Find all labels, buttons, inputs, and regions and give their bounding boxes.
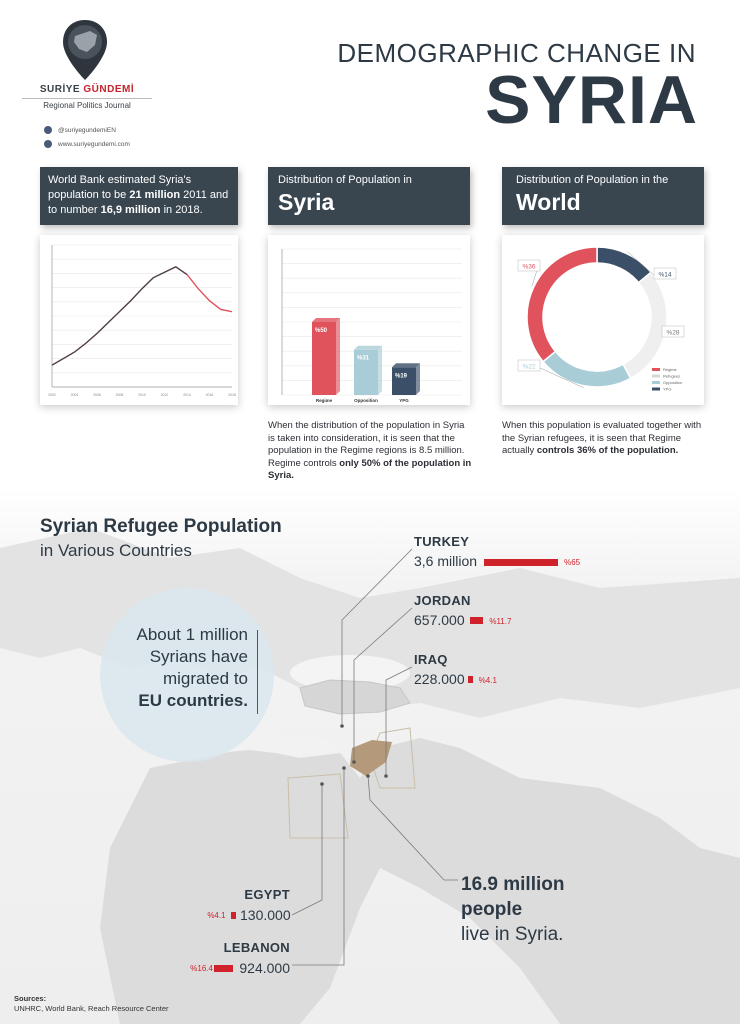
- country-jordan-pct: %11.7: [489, 617, 512, 626]
- box3-big-text: World: [516, 189, 581, 215]
- box3-small-text: Distribution of Population in the: [516, 174, 669, 186]
- box1-text3: in 2018.: [160, 204, 203, 216]
- donut-legend-label: YPG: [663, 386, 672, 392]
- brand-name-part2: GÜNDEMİ: [83, 84, 135, 95]
- refugee-section-subtitle: in Various Countries: [40, 541, 192, 560]
- line-chart-x-tick-label: 2002: [48, 393, 56, 397]
- box2-small-text: Distribution of Population in: [278, 174, 412, 186]
- country-turkey-name: TURKEY: [414, 534, 470, 549]
- bar-chart-category-label: Opposition: [354, 398, 378, 403]
- eu-line4: EU countries.: [138, 691, 248, 710]
- line-chart-x-tick-label: 2004: [70, 393, 79, 397]
- line-chart-x-tick-label: 2016: [205, 393, 214, 397]
- box1-text1: World Bank estimated Syria's population to be: [48, 174, 192, 201]
- country-jordan-bar: [470, 617, 483, 624]
- country-egypt-name: EGYPT: [244, 887, 290, 902]
- donut-legend-label: Opposition: [663, 380, 683, 385]
- country-lebanon-pct: %16.4: [190, 964, 213, 973]
- country-turkey-bar: [484, 559, 558, 566]
- syria-population-stat: [461, 872, 621, 947]
- line-chart-x-tick-label: 2012: [160, 393, 169, 397]
- sources-text: UNHRC, World Bank, Reach Resource Center: [14, 1004, 169, 1013]
- bar-chart-value-label: %31: [357, 355, 370, 362]
- eu-line2: Syrians have: [149, 647, 248, 666]
- country-egypt-pct: %4.1: [207, 911, 226, 920]
- website-text: www.suriyegundemi.com: [58, 140, 130, 148]
- refugee-section-title: Syrian Refugee Population: [40, 516, 282, 537]
- line-chart-x-tick-label: 2010: [138, 393, 146, 397]
- donut-legend-label: Regime: [663, 367, 677, 372]
- country-turkey-pct: %65: [564, 558, 581, 567]
- page-title-line1: DEMOGRAPHIC CHANGE IN: [337, 38, 696, 68]
- country-turkey-value: 3,6 million: [414, 553, 478, 569]
- stat-line2: people: [461, 899, 523, 920]
- country-jordan-name: JORDAN: [414, 593, 471, 608]
- desc3-bold: controls 36% of the population.: [536, 445, 679, 456]
- desc3-text: When this population is evaluated together with the Syrian refugees, it is seen that Regime actually: [502, 420, 702, 456]
- donut-value-label: %22: [522, 363, 536, 371]
- country-egypt-bar: [231, 912, 236, 919]
- country-iraq-pct: %4.1: [478, 676, 497, 685]
- box2-big-text: Syria: [278, 189, 335, 215]
- eu-line1: About 1 million: [136, 625, 248, 644]
- brand-name-part1: SURİYE: [39, 84, 81, 95]
- twitter-text: @suriyegundemiEN: [58, 126, 116, 134]
- country-lebanon-bar: [214, 965, 233, 972]
- sources-label: Sources:: [14, 994, 47, 1003]
- country-egypt-value: 130.000: [240, 907, 291, 923]
- stat-line1: 16.9 million: [461, 874, 565, 895]
- country-iraq-value: 228.000: [414, 671, 465, 687]
- line-chart-x-tick-label: 2018: [228, 393, 236, 397]
- bar-chart-value-label: %50: [315, 328, 328, 334]
- brand-subtitle: Regional Politics Journal: [22, 98, 152, 110]
- country-iraq-bar: [468, 676, 473, 683]
- eu-line3: migrated to: [162, 669, 248, 688]
- desc2-bold: only 50% of the population in Syria.: [268, 457, 472, 481]
- country-jordan-value: 657.000: [414, 612, 465, 628]
- donut-value-label: %14: [658, 271, 672, 279]
- bar-chart-value-label: %19: [395, 373, 408, 380]
- line-chart-x-tick-label: 2006: [93, 393, 101, 397]
- sources: [14, 994, 169, 1014]
- country-lebanon-name: LEBANON: [223, 940, 290, 955]
- bar-chart-category-label: Regime: [315, 398, 333, 403]
- donut-value-label: %36: [522, 263, 536, 271]
- box1-bold1: 21 million: [129, 189, 181, 201]
- line-chart-x-tick-label: 2014: [183, 393, 191, 397]
- page-title-line2: SYRIA: [485, 62, 698, 138]
- country-iraq-name: IRAQ: [414, 652, 448, 667]
- line-chart-x-tick-label: 2008: [115, 393, 124, 397]
- bar-chart-category-label: YPG: [399, 398, 409, 403]
- desc2-text: When the distribution of the population in Syria is taken into consideration, it is seen that the population in the Regime regions is 8.5 million. Regime controls: [268, 420, 465, 469]
- donut-value-label: %28: [666, 329, 680, 337]
- box1-bold2: 16,9 million: [100, 204, 161, 216]
- donut-legend-label: Refugees: [663, 373, 681, 379]
- box1-text2: 2011 and to number: [48, 189, 229, 216]
- stat-line3: live in Syria.: [461, 924, 564, 945]
- country-lebanon-value: 924.000: [239, 960, 290, 976]
